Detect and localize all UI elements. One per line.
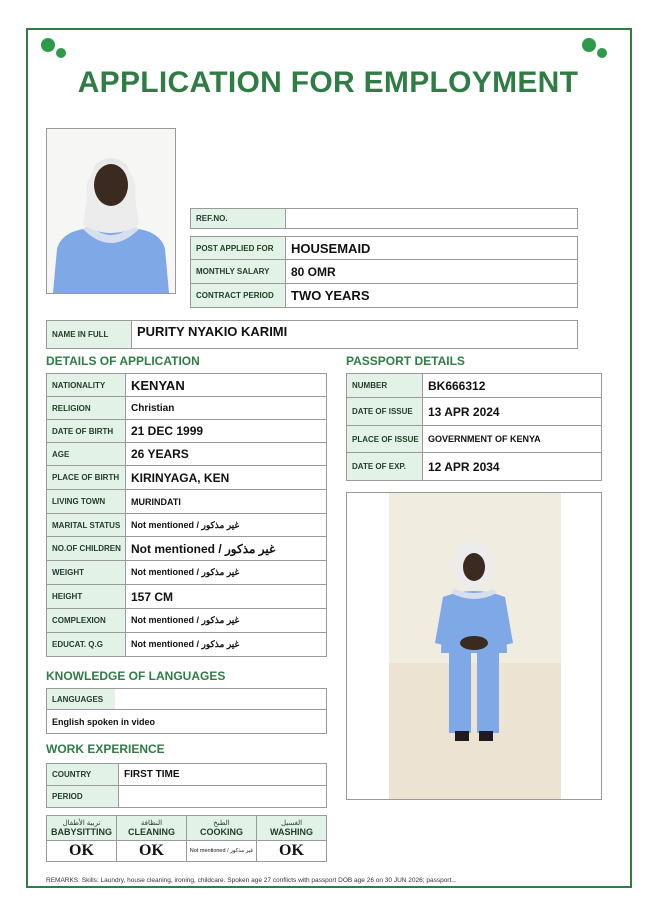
languages-label-fill — [115, 688, 327, 710]
date-of-issue-value: 13 APR 2024 — [422, 397, 602, 426]
period-label: PERIOD — [46, 785, 119, 808]
post-applied-value: HOUSEMAID — [285, 236, 578, 260]
age-label: AGE — [46, 442, 126, 466]
monthly-salary-value: 80 OMR — [285, 259, 578, 284]
education-value: Not mentioned / غير مذكور — [125, 632, 327, 657]
details-heading: DETAILS OF APPLICATION — [46, 354, 200, 368]
religion-label: RELIGION — [46, 396, 126, 420]
contract-period-value: TWO YEARS — [285, 283, 578, 308]
date-of-issue-label: DATE OF ISSUE — [346, 397, 423, 426]
nationality-value: KENYAN — [125, 373, 327, 397]
contract-period-label: CONTRACT PERIOD — [190, 283, 286, 308]
place-of-issue-label: PLACE OF ISSUE — [346, 425, 423, 453]
education-label: EDUCAT. Q.G — [46, 632, 126, 657]
passport-number-label: NUMBER — [346, 373, 423, 398]
decor-dot-right-small — [597, 48, 607, 58]
skill-value-washing: OK — [256, 840, 327, 862]
name-label: NAME IN FULL — [46, 320, 132, 349]
remarks-text: REMARKS: Skills: Laundry, house cleaning, ironing, childcare. Spoken age 27 conflicts with passport DOB age 26 on 30 JUN 2026; passport... — [46, 877, 457, 884]
skill-english-babysitting: BABYSITTING — [50, 827, 112, 837]
work-heading: WORK EXPERIENCE — [46, 742, 165, 756]
ref-no-field[interactable] — [285, 208, 578, 229]
living-town-value: MURINDATI — [125, 489, 327, 514]
post-applied-label: POST APPLIED FOR — [190, 236, 286, 260]
children-label: NO.OF CHILDREN — [46, 536, 126, 561]
place-of-birth-label: PLACE OF BIRTH — [46, 465, 126, 490]
nationality-label: NATIONALITY — [46, 373, 126, 397]
skill-english-washing: WASHING — [269, 827, 313, 837]
form-title: APPLICATION FOR EMPLOYMENT — [77, 66, 579, 99]
height-value: 157 CM — [125, 584, 327, 609]
date-of-exp-label: DATE OF EXP. — [346, 452, 423, 481]
languages-heading: KNOWLEDGE OF LANGUAGES — [46, 669, 226, 683]
height-label: HEIGHT — [46, 584, 126, 609]
place-of-issue-value: GOVERNMENT OF KENYA — [422, 425, 602, 453]
country-label: COUNTRY — [46, 763, 119, 786]
skill-arabic-washing: الغسيل — [280, 820, 303, 827]
age-value: 26 YEARS — [125, 442, 327, 466]
skill-arabic-cleaning: النظافة — [140, 820, 163, 827]
marital-status-label: MARITAL STATUS — [46, 513, 126, 537]
passport-heading: PASSPORT DETAILS — [346, 354, 465, 368]
skill-header-cleaning — [116, 815, 187, 841]
skill-header-cooking — [186, 815, 257, 841]
complexion-value: Not mentioned / غير مذكور — [125, 608, 327, 633]
dob-label: DATE OF BIRTH — [46, 419, 126, 443]
skill-value-cleaning: OK — [116, 840, 187, 862]
skill-header-babysitting — [46, 815, 117, 841]
skill-value-babysitting: OK — [46, 840, 117, 862]
religion-value: Christian — [125, 396, 327, 420]
ref-no-label: REF.NO. — [190, 208, 286, 229]
languages-label: LANGUAGES — [46, 688, 116, 710]
languages-value: English spoken in video — [46, 709, 327, 734]
skill-english-cooking: COOKING — [199, 827, 243, 837]
monthly-salary-label: MONTHLY SALARY — [190, 259, 286, 284]
passport-number-value: BK666312 — [422, 373, 602, 398]
decor-dot-left-large — [41, 38, 55, 52]
complexion-label: COMPLEXION — [46, 608, 126, 633]
name-value: PURITY NYAKIO KARIMI — [131, 320, 578, 349]
weight-label: WEIGHT — [46, 560, 126, 585]
skill-value-cooking: Not mentioned / غير مذكور — [186, 840, 257, 862]
skill-arabic-cooking: الطبخ — [213, 820, 230, 827]
decor-dot-right-large — [582, 38, 596, 52]
living-town-label: LIVING TOWN — [46, 489, 126, 514]
marital-status-value: Not mentioned / غير مذكور — [125, 513, 327, 537]
skill-english-cleaning: CLEANING — [128, 827, 175, 837]
dob-value: 21 DEC 1999 — [125, 419, 327, 443]
children-value: Not mentioned / غير مذكور — [125, 536, 327, 561]
country-value: FIRST TIME — [118, 763, 327, 786]
skill-header-washing — [256, 815, 327, 841]
place-of-birth-value: KIRINYAGA, KEN — [125, 465, 327, 490]
date-of-exp-value: 12 APR 2034 — [422, 452, 602, 481]
skill-arabic-babysitting: تربية الأطفال — [62, 820, 101, 827]
weight-value: Not mentioned / غير مذكور — [125, 560, 327, 585]
period-value — [118, 785, 327, 808]
full-body-photo — [346, 492, 602, 800]
portrait-photo — [46, 128, 176, 294]
decor-dot-left-small — [56, 48, 66, 58]
